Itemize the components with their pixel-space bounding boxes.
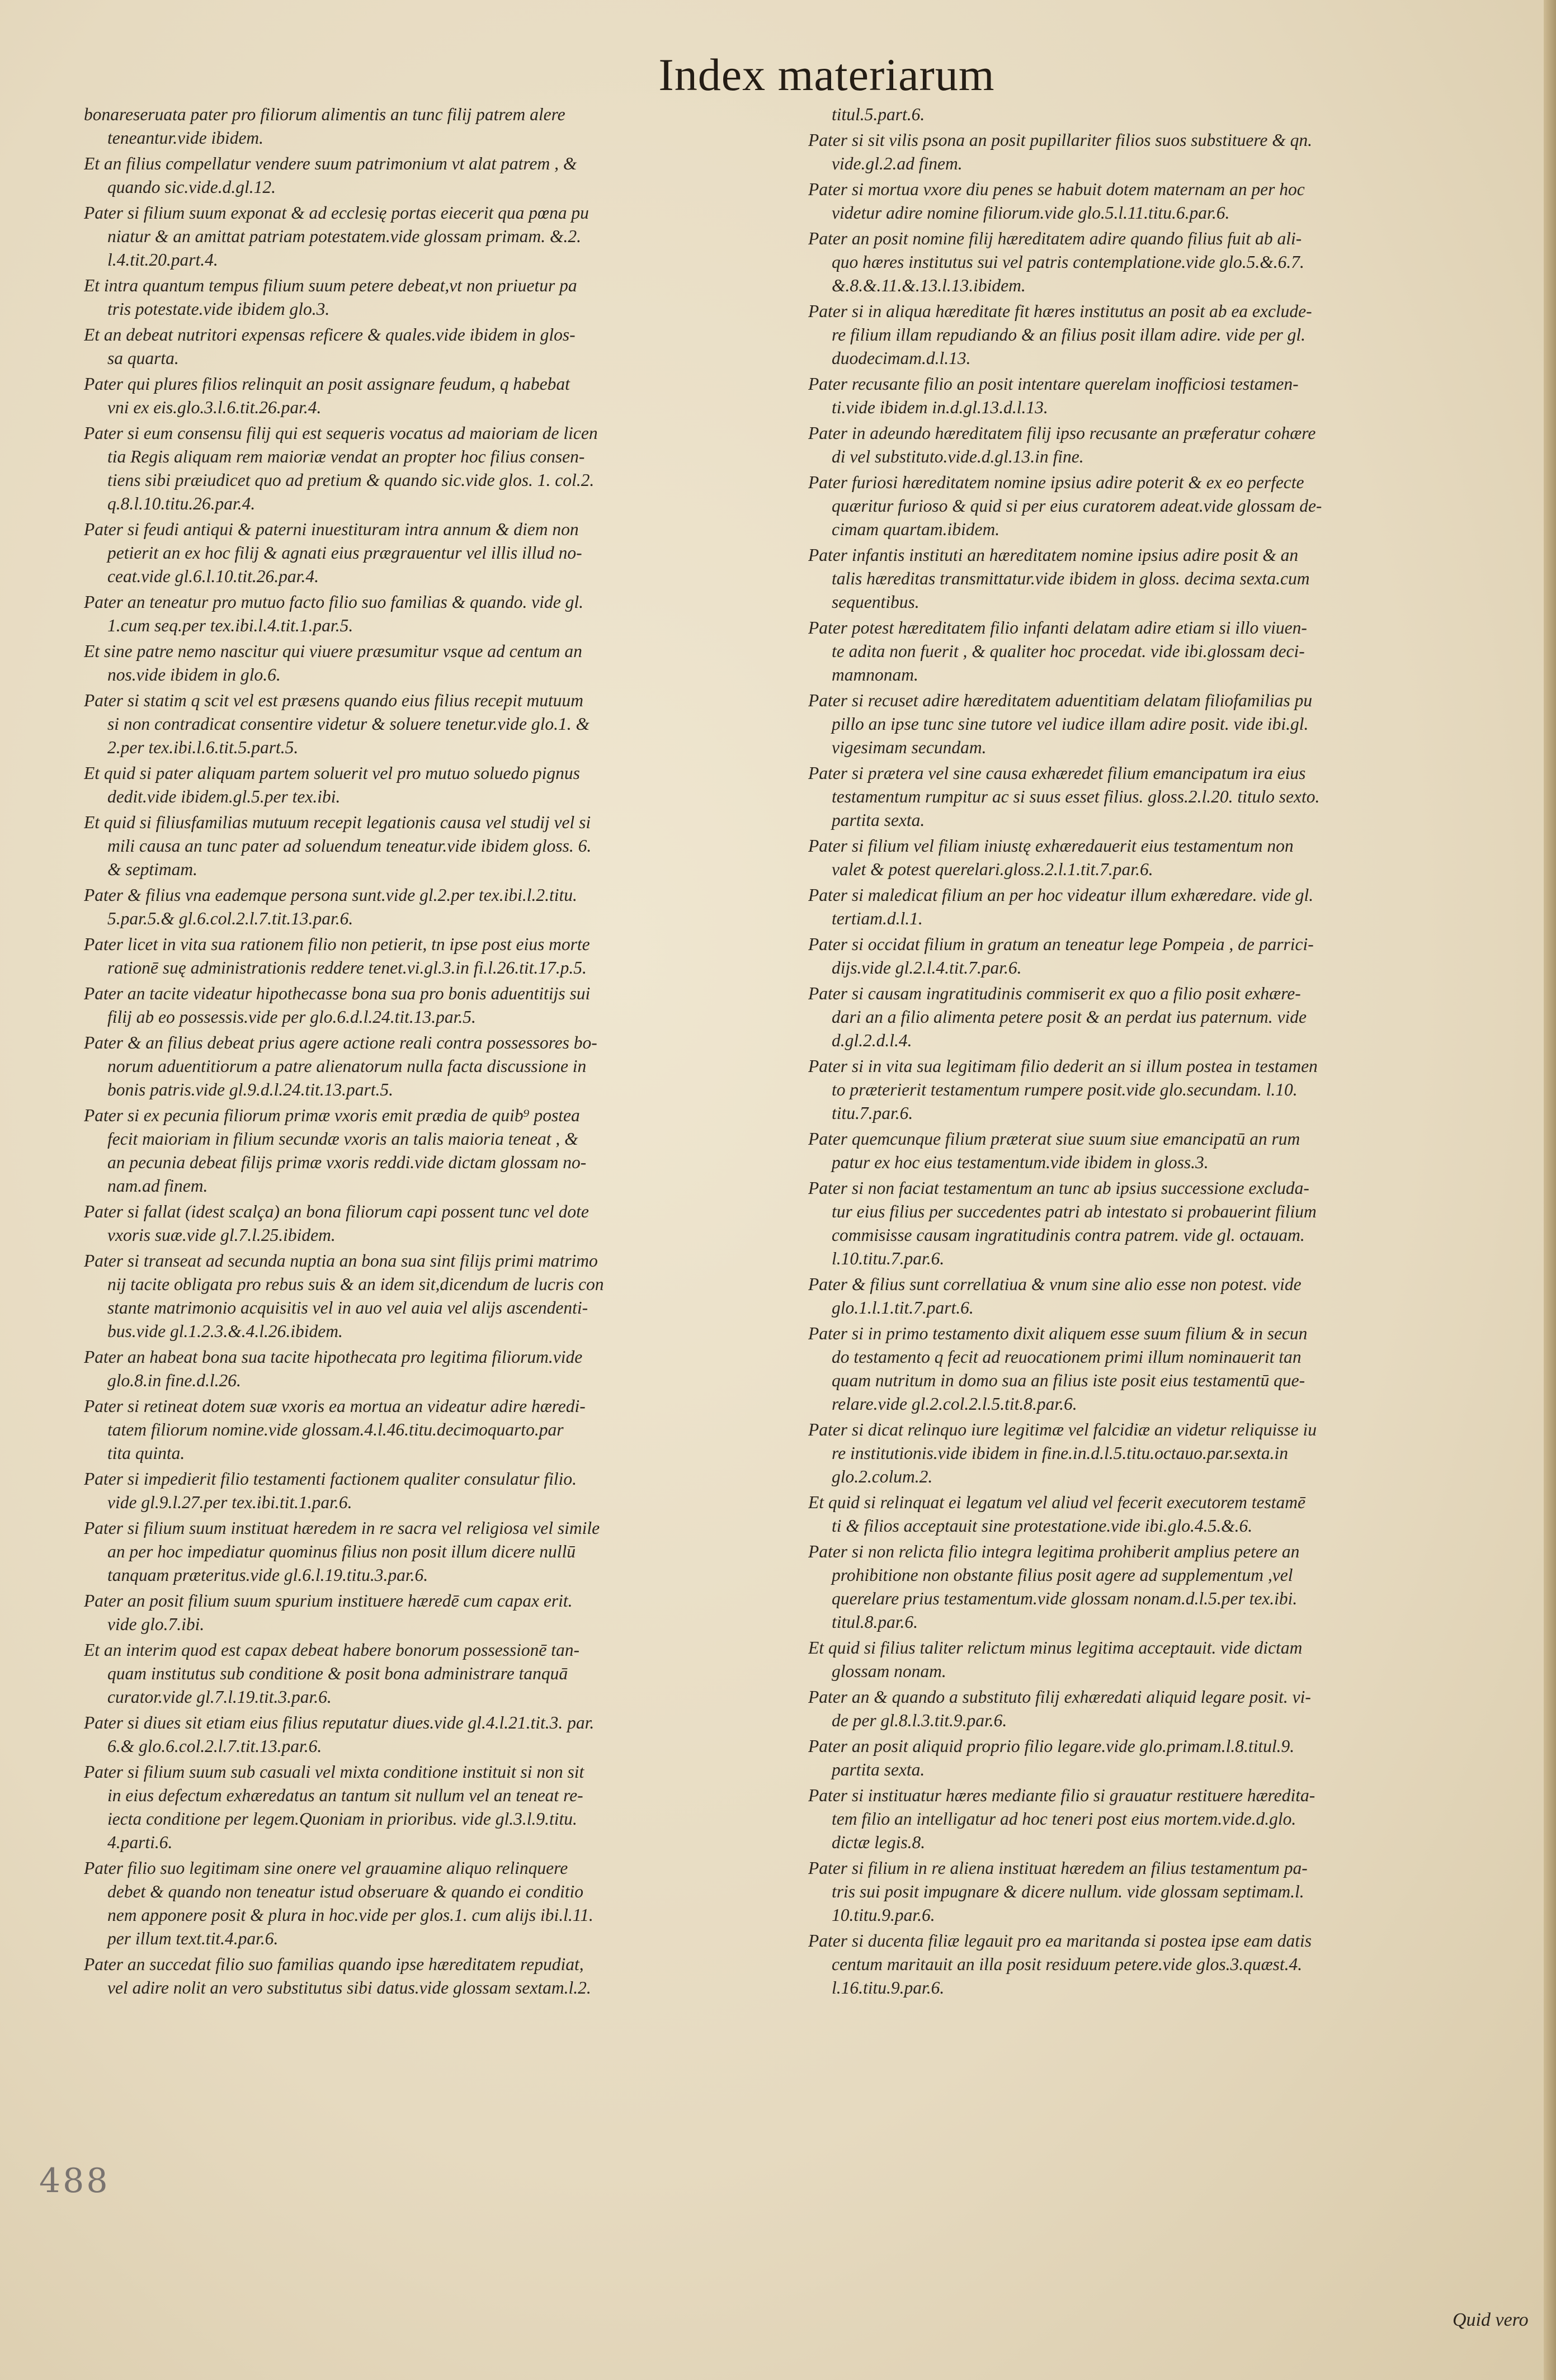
entry-continuation-line: patur ex hoc eius testamentum.vide ibidem in gloss.3. (832, 1153, 1209, 1172)
entry-continuation-line: vide gl.9.l.27.per tex.ibi.tit.1.par.6. (107, 1493, 352, 1512)
entry-continuation-line: tem filio an intelligatur ad hoc teneri post eius mortem.vide.d.glo. (832, 1809, 1296, 1829)
entry-continuation-line: niatur & an amittat patriam potestatem.vide glossam primam. &.2. (107, 226, 581, 246)
index-entry-line: Et an filius compellatur vendere suum patrimonium vt alat patrem , & (84, 154, 577, 173)
entry-continuation-line: tita quinta. (107, 1443, 185, 1463)
handwritten-page-number: 488 (39, 2161, 110, 2200)
index-entry-line: bonareseruata pater pro filiorum alimentis an tunc filij patrem alere (84, 105, 565, 124)
entry-continuation-line: relare.vide gl.2.col.2.l.5.tit.8.par.6. (832, 1394, 1077, 1414)
entry-continuation-line: glo.2.colum.2. (832, 1467, 933, 1486)
index-entry-line: Pater si sit vilis psona an posit pupillariter filios suos substituere & qn. (808, 130, 1313, 150)
index-entry-line: Pater an succedat filio suo familias quando ipse hæreditatem repudiat, (84, 1954, 584, 1974)
entry-continuation-line: duodecimam.d.l.13. (832, 348, 971, 368)
index-entry-line: Pater an posit aliquid proprio filio legare.vide glo.primam.l.8.titul.9. (808, 1736, 1295, 1756)
entry-continuation-line: di vel substituto.vide.d.gl.13.in fine. (832, 447, 1084, 466)
entry-continuation-line: do testamento q fecit ad reuocationem primi illum nominauerit tan (832, 1347, 1302, 1367)
index-entry-line: Pater qui plures filios relinquit an posit assignare feudum, q habebat (84, 374, 570, 394)
index-entry-line: Pater an teneatur pro mutuo facto filio suo familias & quando. vide gl. (84, 592, 584, 612)
entry-continuation-line: nij tacite obligata pro rebus suis & an idem sit,dicendum de lucris con (107, 1274, 604, 1294)
entry-continuation-line: 2.per tex.ibi.l.6.tit.5.part.5. (107, 738, 299, 757)
index-entry-line: Pater an & quando a substituto filij exhæredati aliquid legare posit. vi- (808, 1687, 1311, 1707)
entry-continuation-line: d.gl.2.d.l.4. (832, 1031, 912, 1050)
right-column (808, 103, 1530, 2000)
entry-continuation-line: si non contradicat consentire videtur & soluere tenetur.vide glo.1. & (107, 714, 590, 734)
entry-continuation-line: pillo an ipse tunc sine tutore vel iudice illam adire posit. vide ibi.gl. (832, 714, 1309, 734)
entry-continuation-line: talis hæreditas transmittatur.vide ibidem in gloss. decima sexta.cum (832, 569, 1310, 588)
entry-continuation-line: stante matrimonio acquisitis vel in auo vel auia vel alijs ascendenti- (107, 1298, 588, 1318)
index-entry-line: Pater recusante filio an posit intentare querelam inofficiosi testamen- (808, 374, 1299, 394)
entry-continuation-line: titu.7.par.6. (832, 1103, 913, 1123)
entry-continuation-line: quo hæres institutus sui vel patris contemplatione.vide glo.5.&.6.7. (832, 252, 1304, 272)
entry-continuation-line: quam nutritum in domo sua an filius iste posit eius testamentū que- (832, 1371, 1305, 1390)
entry-continuation-line: quando sic.vide.d.gl.12. (107, 177, 276, 197)
entry-continuation-line: an per hoc impediatur quominus filius non posit illum dicere nullū (107, 1542, 576, 1561)
entry-continuation-line: 1.cum seq.per tex.ibi.l.4.tit.1.par.5. (107, 616, 353, 635)
index-entry-line: Et quid si filiusfamilias mutuum recepit legationis causa vel studij vel si (84, 813, 591, 832)
entry-continuation-line: querelare prius testamentum.vide glossam nonam.d.l.5.per tex.ibi. (832, 1589, 1298, 1608)
entry-continuation-line: mili causa an tunc pater ad soluendum teneatur.vide ibidem gloss. 6. (107, 836, 592, 856)
entry-continuation-line: 5.par.5.& gl.6.col.2.l.7.tit.13.par.6. (107, 909, 353, 928)
entry-continuation-line: vigesimam secundam. (832, 738, 987, 757)
index-entry-line: Pater & filius sunt correllatiua & vnum sine alio esse non potest. vide (808, 1274, 1302, 1294)
entry-continuation-line: tris potestate.vide ibidem glo.3. (107, 299, 330, 319)
entry-continuation-line: nem apponere posit & plura in hoc.vide per glos.1. cum alijs ibi.l.11. (107, 1905, 593, 1925)
entry-continuation-line: per illum text.tit.4.par.6. (107, 1929, 279, 1948)
entry-continuation-line: vxoris suæ.vide gl.7.l.25.ibidem. (107, 1225, 336, 1245)
entry-continuation-line: ti & filios acceptauit sine protestatione.vide ibi.glo.4.5.&.6. (832, 1516, 1253, 1536)
index-entry-line: Pater an habeat bona sua tacite hipothecata pro legitima filiorum.vide (84, 1347, 583, 1367)
index-entry-line: Pater licet in vita sua rationem filio non petierit, tn ipse post eius morte (84, 934, 590, 954)
entry-continuation-line: debet & quando non teneatur istud obseruare & quando ei conditio (107, 1882, 583, 1901)
index-entry-line: Pater si mortua vxore diu penes se habuit dotem maternam an per hoc (808, 180, 1305, 199)
entry-continuation-line: titul.5.part.6. (832, 105, 925, 124)
entry-continuation-line: titul.8.par.6. (832, 1612, 918, 1632)
entry-continuation-line: 10.titu.9.par.6. (832, 1905, 935, 1925)
entry-continuation-line: dedit.vide ibidem.gl.5.per tex.ibi. (107, 787, 341, 806)
index-entry-line: Pater si instituatur hæres mediante filio si grauatur restituere hæredita- (808, 1786, 1315, 1805)
entry-continuation-line: testamentum rumpitur ac si suus esset filius. gloss.2.l.20. titulo sexto. (832, 787, 1320, 806)
index-entry-line: Pater potest hæreditatem filio infanti delatam adire etiam si illo viuen- (808, 618, 1307, 638)
index-entry-line: Pater si filium in re aliena instituat hæredem an filius testamentum pa- (808, 1858, 1308, 1878)
index-entry-line: Pater si maledicat filium an per hoc videatur illum exhæredare. vide gl. (808, 885, 1314, 905)
entry-continuation-line: bonis patris.vide gl.9.d.l.24.tit.13.part.5. (107, 1080, 394, 1099)
entry-continuation-line: tatem filiorum nomine.vide glossam.4.l.46.titu.decimoquarto.par (107, 1420, 564, 1439)
entry-continuation-line: q.8.l.10.titu.26.par.4. (107, 494, 256, 513)
entry-continuation-line: mamnonam. (832, 665, 918, 684)
entry-continuation-line: tris sui posit impugnare & dicere nullum. vide glossam septimam.l. (832, 1882, 1304, 1901)
index-entry-line: Pater si eum consensu filij qui est sequeris vocatus ad maioriam de licen (84, 423, 598, 443)
index-entry-line: Pater infantis instituti an hæreditatem nomine ipsius adire posit & an (808, 545, 1299, 565)
entry-continuation-line: dari an a filio alimenta petere posit & an perdat ius paternum. vide (832, 1007, 1307, 1027)
index-entry-line: Pater si diues sit etiam eius filius reputatur diues.vide gl.4.l.21.tit.3. par. (84, 1713, 595, 1732)
entry-continuation-line: tertiam.d.l.1. (832, 909, 923, 928)
entry-continuation-line: bus.vide gl.1.2.3.&.4.l.26.ibidem. (107, 1321, 343, 1341)
index-entry-line: Pater si statim q scit vel est præsens quando eius filius recepit mutuum (84, 691, 584, 710)
entry-continuation-line: l.4.tit.20.part.4. (107, 250, 218, 270)
index-entry-line: Pater si filium vel filiam iniustę exhæredauerit eius testamentum non (808, 836, 1294, 856)
entry-continuation-line: l.10.titu.7.par.6. (832, 1249, 945, 1268)
entry-continuation-line: dictæ legis.8. (832, 1833, 926, 1852)
index-entry-line: Pater si transeat ad secunda nuptia an bona sua sint filijs primi matrimo (84, 1251, 598, 1271)
entry-continuation-line: re filium illam repudiando & an filius posit illam adire. vide per gl. (832, 325, 1305, 344)
page-edge (1544, 0, 1556, 2380)
entry-continuation-line: glossam nonam. (832, 1661, 946, 1681)
entry-continuation-line: vel adire nolit an vero substitutus sibi datus.vide glossam sextam.l.2. (107, 1978, 591, 1998)
index-entry-line: Pater si ex pecunia filiorum primæ vxoris emit prædia de quib⁹ postea (84, 1106, 580, 1125)
entry-continuation-line: videtur adire nomine filiorum.vide glo.5.l.11.titu.6.par.6. (832, 203, 1230, 223)
index-entry-line: Pater si filium suum exponat & ad ecclesię portas eiecerit qua pœna pu (84, 203, 589, 223)
index-entry-line: Pater an posit nomine filij hæreditatem adire quando filius fuit ab ali- (808, 229, 1302, 248)
entry-continuation-line: glo.1.l.1.tit.7.part.6. (832, 1298, 974, 1318)
entry-continuation-line: vni ex eis.glo.3.l.6.tit.26.par.4. (107, 398, 322, 417)
entry-continuation-line: ceat.vide gl.6.l.10.tit.26.par.4. (107, 566, 319, 586)
index-entry-line: Pater an posit filium suum spurium instituere hæredē cum capax erit. (84, 1591, 573, 1611)
index-entry-line: Pater si retineat dotem suæ vxoris ea mortua an videatur adire hæredi- (84, 1396, 586, 1416)
entry-continuation-line: & septimam. (107, 860, 197, 879)
index-entry-line: Pater si dicat relinquo iure legitimæ vel falcidiæ an videtur reliquisse iu (808, 1420, 1317, 1439)
index-entry-line: Pater an tacite videatur hipothecasse bona sua pro bonis aduentitijs sui (84, 984, 591, 1003)
entry-continuation-line: re institutionis.vide ibidem in fine.in.d.l.5.titu.octauo.par.sexta.in (832, 1443, 1289, 1463)
entry-continuation-line: tur eius filius per succedentes patri ab intestato si probauerint filium (832, 1202, 1317, 1221)
index-entry-line: Pater si feudi antiqui & paterni inuestituram intra annum & diem non (84, 520, 579, 539)
entry-continuation-line: nam.ad finem. (107, 1176, 208, 1196)
entry-continuation-line: sa quarta. (107, 348, 179, 368)
entry-continuation-line: valet & potest querelari.gloss.2.l.1.tit.7.par.6. (832, 860, 1153, 879)
index-entry-line: Et an interim quod est capax debeat habere bonorum possessionē tan- (84, 1640, 579, 1660)
index-entry-line: Pater si non relicta filio integra legitima prohiberit amplius petere an (808, 1542, 1300, 1561)
entry-continuation-line: te adita non fuerit , & qualiter hoc procedat. vide ibi.glossam deci- (832, 641, 1305, 661)
entry-continuation-line: norum aduentitiorum a patre alienatorum nulla facta discussione in (107, 1056, 587, 1076)
entry-continuation-line: in eius defectum exhæredatus an tantum sit nullum vel an teneat re- (107, 1786, 583, 1805)
entry-continuation-line: vide.gl.2.ad finem. (832, 154, 963, 173)
index-entry-line: Pater si occidat filium in gratum an teneatur lege Pompeia , de parrici- (808, 934, 1314, 954)
index-entry-line: Pater si recuset adire hæreditatem aduentitiam delatam filiofamilias pu (808, 691, 1313, 710)
entry-continuation-line: 6.& glo.6.col.2.l.7.tit.13.par.6. (107, 1736, 322, 1756)
entry-continuation-line: filij ab eo possessis.vide per glo.6.d.l.24.tit.13.par.5. (107, 1007, 476, 1027)
index-entry-line: Et quid si relinquat ei legatum vel aliud vel fecerit executorem testamē (808, 1493, 1306, 1512)
index-entry-line: Pater filio suo legitimam sine onere vel grauamine aliquo relinquere (84, 1858, 568, 1878)
entry-continuation-line: dijs.vide gl.2.l.4.tit.7.par.6. (832, 958, 1022, 978)
entry-continuation-line: rationē suę administrationis reddere tenet.vi.gl.3.in fi.l.26.tit.17.p.5. (107, 958, 587, 978)
entry-continuation-line: teneantur.vide ibidem. (107, 128, 264, 148)
entry-continuation-line: ti.vide ibidem in.d.gl.13.d.l.13. (832, 398, 1048, 417)
entry-continuation-line: de per gl.8.l.3.tit.9.par.6. (832, 1711, 1007, 1730)
entry-continuation-line: prohibitione non obstante filius posit agere ad supplementum ,vel (832, 1565, 1293, 1585)
entry-continuation-line: l.16.titu.9.par.6. (832, 1978, 945, 1998)
index-entry-line: Pater & filius vna eademque persona sunt.vide gl.2.per tex.ibi.l.2.titu. (84, 885, 577, 905)
index-entry-line: Pater si in primo testamento dixit aliquem esse suum filium & in secun (808, 1324, 1308, 1343)
entry-continuation-line: partita sexta. (832, 810, 925, 830)
index-entry-line: Pater si in aliqua hæreditate fit hæres institutus an posit ab ea exclude- (808, 301, 1312, 321)
index-entry-line: Pater si impedierit filio testamenti factionem qualiter consulatur filio. (84, 1469, 577, 1489)
entry-continuation-line: partita sexta. (832, 1760, 925, 1779)
index-entry-line: Pater si prætera vel sine causa exhæredet filium emancipatum ira eius (808, 763, 1306, 783)
index-entry-line: Pater si ducenta filiæ legauit pro ea maritanda si postea ipse eam datis (808, 1931, 1312, 1951)
catchword: Quid vero (1453, 2310, 1529, 2330)
entry-continuation-line: tia Regis aliquam rem maioriæ vendat an propter hoc filius consen- (107, 447, 585, 466)
index-entry-line: Et sine patre nemo nascitur qui viuere præsumitur vsque ad centum an (84, 641, 582, 661)
entry-continuation-line: &.8.&.11.&.13.l.13.ibidem. (832, 276, 1026, 295)
entry-continuation-line: quam institutus sub conditione & posit bona administrare tanquā (107, 1664, 568, 1683)
entry-continuation-line: tiens sibi præiudicet quo ad pretium & quando sic.vide glos. 1. col.2. (107, 470, 595, 490)
entry-continuation-line: commisisse causam ingratitudinis contra patrem. vide gl. octauam. (832, 1225, 1305, 1245)
entry-continuation-line: sequentibus. (832, 592, 920, 612)
index-entry-line: Pater & an filius debeat prius agere actione reali contra possessores bo- (84, 1033, 597, 1052)
index-entry-line: Pater si in vita sua legitimam filio dederit an si illum postea in testamen (808, 1056, 1318, 1076)
entry-continuation-line: petierit an ex hoc filij & agnati eius prægrauentur vel illis illud no- (107, 543, 582, 563)
index-entry-line: Pater si non faciat testamentum an tunc ab ipsius successione excluda- (808, 1178, 1309, 1198)
index-entry-line: Pater si filium suum instituat hæredem in re sacra vel religiosa vel simile (84, 1518, 600, 1538)
index-entry-line: Pater si fallat (idest scalça) an bona filiorum capi possent tunc vel dote (84, 1202, 589, 1221)
entry-continuation-line: to præterierit testamentum rumpere posit.vide glo.secundam. l.10. (832, 1080, 1298, 1099)
entry-continuation-line: cimam quartam.ibidem. (832, 520, 1000, 539)
index-entry-line: Pater quemcunque filium præterat siue suum siue emancipatū an rum (808, 1129, 1300, 1149)
left-column (84, 103, 800, 2000)
entry-continuation-line: quæritur furioso & quid si per eius curatorem adeat.vide glossam de- (832, 496, 1322, 516)
entry-continuation-line: curator.vide gl.7.l.19.tit.3.par.6. (107, 1687, 332, 1707)
index-entry-line: Et quid si filius taliter relictum minus legitima acceptauit. vide dictam (808, 1638, 1303, 1658)
index-entry-line: Et intra quantum tempus filium suum petere debeat,vt non priuetur pa (84, 276, 577, 295)
entry-continuation-line: fecit maioriam in filium secundæ vxoris an talis maioria teneat , & (107, 1129, 578, 1149)
index-entry-line: Pater si causam ingratitudinis commiserit ex quo a filio posit exhære- (808, 984, 1301, 1003)
index-entry-line: Et an debeat nutritori expensas reficere & quales.vide ibidem in glos- (84, 325, 576, 344)
entry-continuation-line: 4.parti.6. (107, 1833, 173, 1852)
index-entry-line: Pater in adeundo hæreditatem filij ipso recusante an præferatur cohære (808, 423, 1316, 443)
entry-continuation-line: iecta conditione per legem.Quoniam in prioribus. vide gl.3.l.9.titu. (107, 1809, 577, 1829)
entry-continuation-line: vide glo.7.ibi. (107, 1614, 205, 1634)
entry-continuation-line: tanquam præteritus.vide gl.6.l.19.titu.3.par.6. (107, 1565, 428, 1585)
entry-continuation-line: an pecunia debeat filijs primæ vxoris reddi.vide dictam glossam no- (107, 1153, 587, 1172)
index-entry-line: Et quid si pater aliquam partem soluerit vel pro mutuo soluedo pignus (84, 763, 580, 783)
page-header-title: Index materiarum (658, 49, 995, 100)
entry-continuation-line: centum maritauit an illa posit residuum petere.vide glos.3.quæst.4. (832, 1954, 1303, 1974)
entry-continuation-line: glo.8.in fine.d.l.26. (107, 1371, 241, 1390)
entry-continuation-line: nos.vide ibidem in glo.6. (107, 665, 281, 684)
index-entry-line: Pater si filium suum sub casuali vel mixta conditione instituit si non sit (84, 1762, 584, 1782)
index-entry-line: Pater furiosi hæreditatem nomine ipsius adire poterit & ex eo perfecte (808, 473, 1304, 492)
